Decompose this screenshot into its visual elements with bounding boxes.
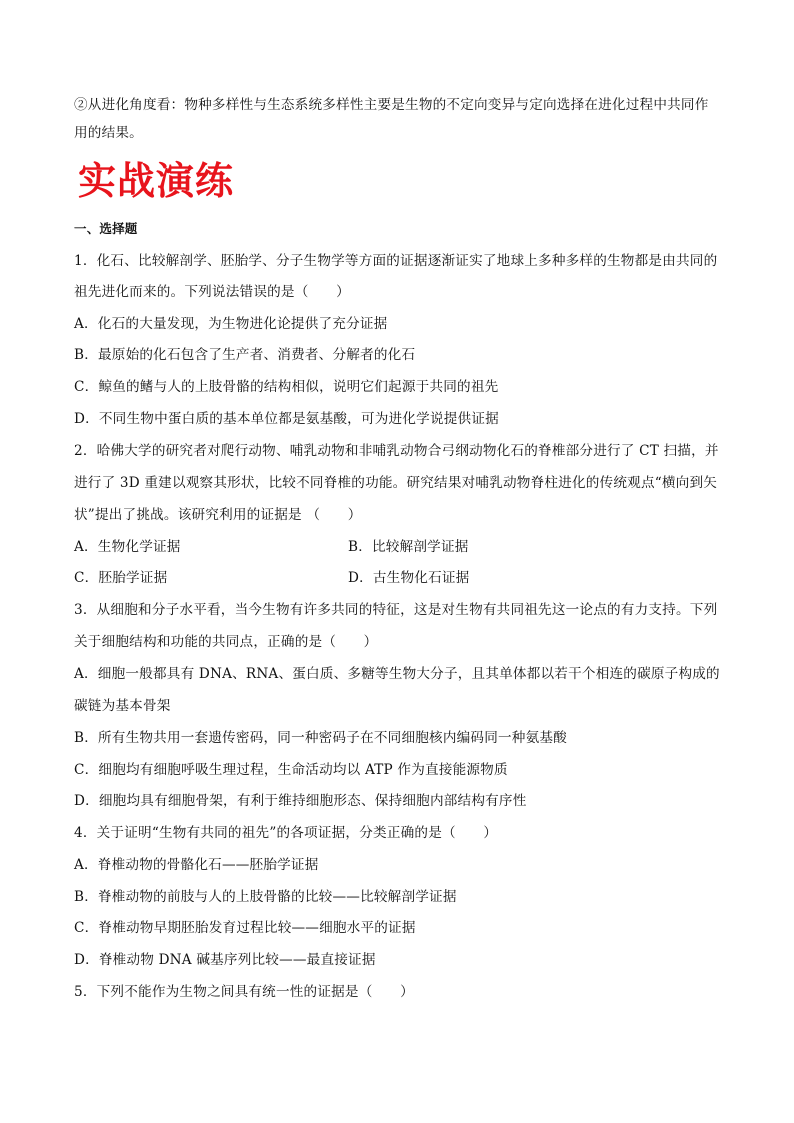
- q5-stem: 5．下列不能作为生物之间具有统一性的证据是（ ）: [74, 984, 414, 1000]
- q2-stem-line-3: 状”提出了挑战。该研究利用的证据是 （ ）: [74, 507, 362, 523]
- q4-stem: 4．关于证明“生物有共同的祖先”的各项证据，分类正确的是（ ）: [74, 825, 498, 841]
- intro-text-line-2: 用的结果。: [74, 125, 143, 141]
- q2-option-b: B．比较解剖学证据: [348, 539, 469, 555]
- intro-text-line-1: ②从进化角度看：物种多样性与生态系统多样性主要是生物的不定向变异与定向选择在进化过程中共同作: [74, 97, 709, 113]
- part-heading: 一、选择题: [74, 221, 138, 236]
- q4-option-c: C．脊椎动物早期胚胎发育过程比较——细胞水平的证据: [74, 920, 416, 936]
- q2-stem-line-1: 2．哈佛大学的研究者对爬行动物、哺乳动物和非哺乳动物合弓纲动物化石的脊椎部分进行了 CT 扫描，并: [74, 443, 719, 459]
- q4-option-d: D．脊椎动物 DNA 碱基序列比较——最直接证据: [74, 952, 376, 968]
- q1-option-a: A．化石的大量发现，为生物进化论提供了充分证据: [74, 316, 388, 332]
- q4-option-b: B．脊椎动物的前肢与人的上肢骨骼的比较——比较解剖学证据: [74, 889, 457, 905]
- q3-option-a-line-1: A．细胞一般都具有 DNA、RNA、蛋白质、多糖等生物大分子，且其单体都以若干个相连的碳原子构成的: [74, 666, 720, 682]
- q1-stem-line-2: 祖先进化而来的。下列说法错误的是（ ）: [74, 284, 350, 300]
- q1-option-b: B．最原始的化石包含了生产者、消费者、分解者的化石: [74, 347, 416, 363]
- section-title: 实战演练: [78, 159, 235, 203]
- q3-stem-line-1: 3．从细胞和分子水平看，当今生物有许多共同的特征，这是对生物有共同祖先这一论点的有力支持。下列: [74, 602, 718, 618]
- q2-stem-line-2: 进行了 3D 重建以观察其形状，比较不同脊椎的功能。研究结果对哺乳动物脊柱进化的传统观点“横向到矢: [74, 475, 718, 491]
- q2-options-row-1: [74, 538, 724, 556]
- q3-option-d: D．细胞均具有细胞骨架，有利于维持细胞形态、保持细胞内部结构有序性: [74, 793, 527, 809]
- q3-option-a-line-2: 碳链为基本骨架: [74, 698, 171, 714]
- q3-stem-line-2: 关于细胞结构和功能的共同点，正确的是（ ）: [74, 634, 378, 650]
- q3-option-c: C．细胞均有细胞呼吸生理过程，生命活动均以 ATP 作为直接能源物质: [74, 762, 508, 778]
- q2-option-c: C．胚胎学证据: [74, 570, 168, 586]
- q1-stem-line-1: 1．化石、比较解剖学、胚胎学、分子生物学等方面的证据逐渐证实了地球上多种多样的生物都是由共同的: [74, 253, 718, 269]
- q1-option-c: C．鲸鱼的鳍与人的上肢骨骼的结构相似，说明它们起源于共同的祖先: [74, 379, 499, 395]
- q4-option-a: A．脊椎动物的骨骼化石——胚胎学证据: [74, 857, 319, 873]
- q2-option-a: A．生物化学证据: [74, 539, 181, 555]
- q2-options-row-2: [74, 569, 724, 587]
- q3-option-b: B．所有生物共用一套遗传密码，同一种密码子在不同细胞核内编码同一种氨基酸: [74, 730, 567, 746]
- q1-option-d: D．不同生物中蛋白质的基本单位都是氨基酸，可为进化学说提供证据: [74, 411, 499, 427]
- q2-option-d: D．古生物化石证据: [348, 570, 470, 586]
